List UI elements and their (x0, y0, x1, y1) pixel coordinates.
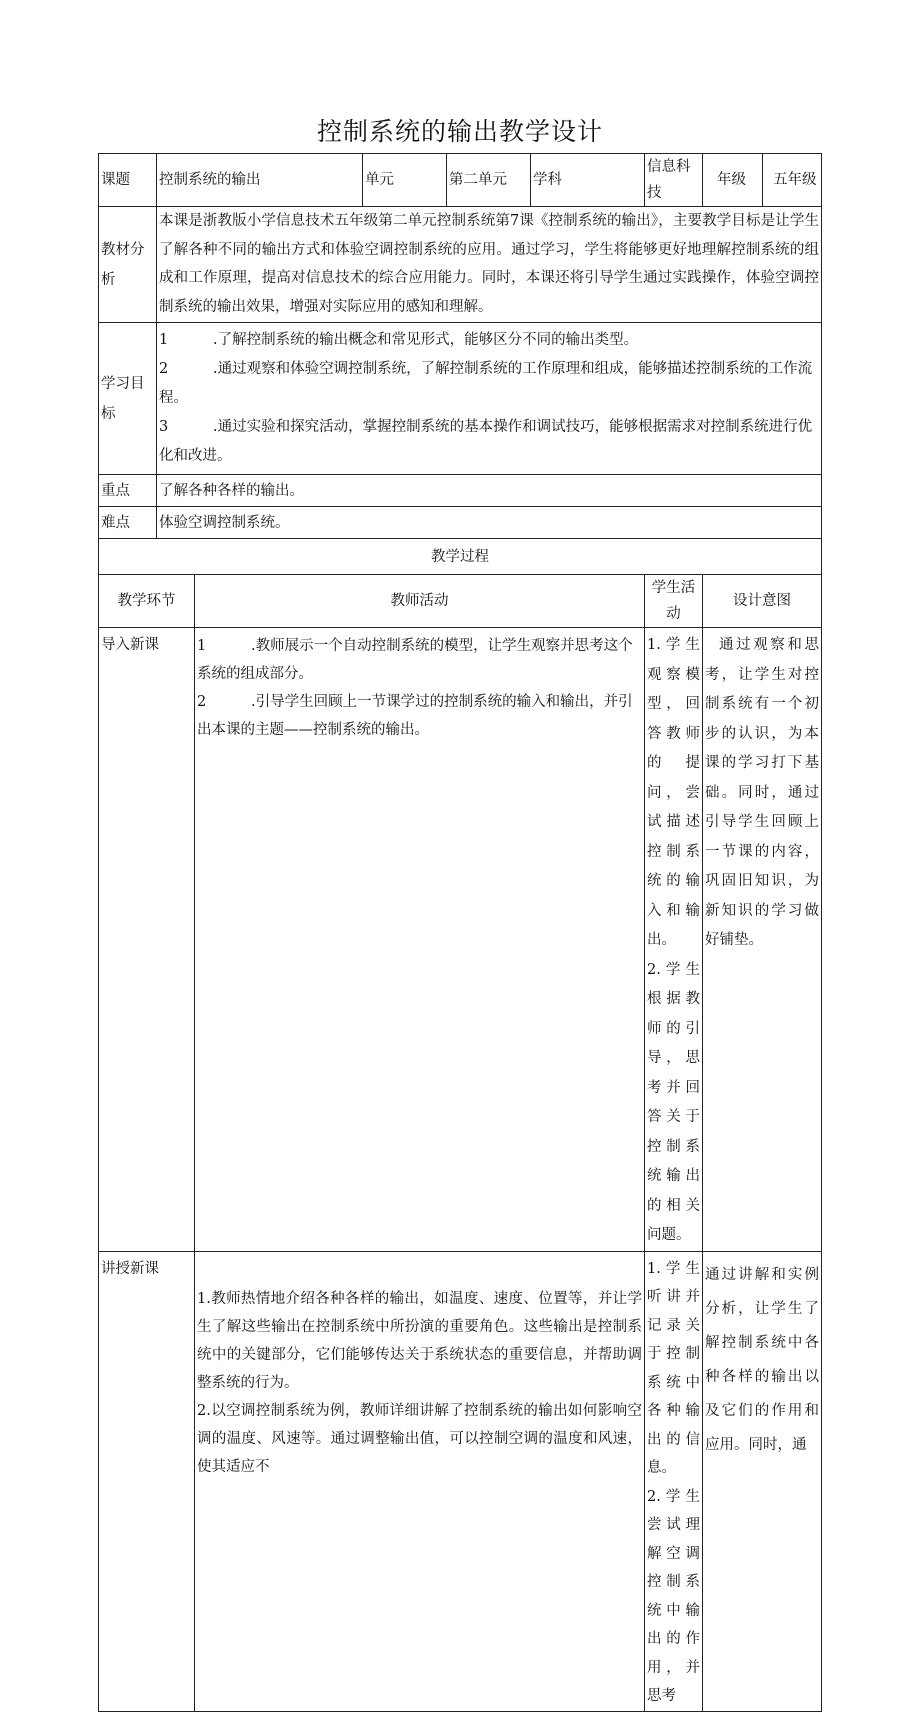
teacher-activity-cell: 1.教师热情地介绍各种各样的输出，如温度、速度、位置等，并让学生了解这些输出在控制系统中所扮演的重要角色。这些输出是控制系统中的关键部分，它们能够传达关于系统状态的重要信息，并帮助调整系统的行为。 2.以空调控制系统为例，教师详细讲解了控制系统的输出如何影响空调的温度、风速等。通过调整输出值，可以控制空调的温度和风速，使其适应不 (195, 1251, 645, 1711)
process-heading: 教学过程 (99, 539, 822, 575)
objective-item (159, 413, 819, 471)
stage-cell: 讲授新课 (99, 1251, 195, 1711)
objective-number: 1 (159, 332, 169, 348)
teacher-step-number: 1 (197, 638, 207, 654)
objective-item (159, 355, 819, 413)
key-point-text: 了解各种各样的输出。 (157, 475, 822, 507)
objectives-label: 学习目标 (99, 323, 157, 475)
student-activity-cell: 1.学生听讲并记录关于控制系统中各种输出的信息。 2.学生尝试理解空调控制系统中输出的作用，并思考 (645, 1251, 703, 1711)
objective-text: .了解控制系统的输出概念和常见形式，能够区分不同的输出类型。 (213, 332, 639, 348)
col-stage-header: 教学环节 (99, 575, 195, 628)
teacher-step-text: .教师展示一个自动控制系统的模型，让学生观察并思考这个系统的组成部分。 (197, 638, 633, 682)
difficulty-text: 体验空调控制系统。 (157, 507, 822, 539)
analysis-row (99, 207, 822, 323)
process-row-new (99, 1251, 822, 1711)
student-activity-cell: 1.学生观察模型，回答教师的提问，尝试描述控制系统的输入和输出。 2.学生根据教师的引导，思考并回答关于控制系统输出的相关问题。 (645, 628, 703, 1252)
topic-value: 控制系统的输出 (157, 154, 363, 207)
process-columns-row (99, 575, 822, 628)
objectives-list (157, 323, 822, 475)
lesson-plan-table (98, 153, 822, 1712)
subject-label: 学科 (531, 154, 645, 207)
difficulty-row (99, 507, 822, 539)
teacher-activity-cell (195, 628, 645, 1252)
subject-value: 信息科技 (645, 154, 703, 207)
analysis-text: 本课是浙教版小学信息技术五年级第二单元控制系统第7课《控制系统的输出》，主要教学目标是让学生了解各种不同的输出方式和体验空调控制系统的应用。通过学习，学生将能够更好地理解控制系统的组成和工作原理，提高对信息技术的综合应用能力。同时，本课还将引导学生通过实践操作，体验空调控制系统的输出效果，增强对实际应用的感知和理解。 (157, 207, 822, 323)
process-row-intro (99, 628, 822, 1252)
topic-label: 课题 (99, 154, 157, 207)
teacher-step-text: .引导学生回顾上一节课学过的控制系统的输入和输出，并引出本课的主题——控制系统的输出。 (197, 694, 633, 738)
difficulty-label: 难点 (99, 507, 157, 539)
objectives-row (99, 323, 822, 475)
objective-text: .通过观察和体验空调控制系统，了解控制系统的工作原理和组成，能够描述控制系统的工作流程。 (159, 361, 813, 406)
header-row (99, 154, 822, 207)
grade-label: 年级 (703, 154, 763, 207)
page-title: 控制系统的输出教学设计 (316, 117, 603, 146)
col-intent-header: 设计意图 (703, 575, 822, 628)
grade-value: 五年级 (763, 154, 822, 207)
objective-text: .通过实验和探究活动，掌握控制系统的基本操作和调试技巧，能够根据需求对控制系统进行优化和改进。 (159, 419, 813, 464)
key-point-row (99, 475, 822, 507)
col-student-header: 学生活动 (645, 575, 703, 628)
design-intent-cell: 通过讲解和实例分析，让学生了解控制系统中各种各样的输出以及它们的作用和应用。同时，通 (703, 1251, 822, 1711)
teacher-step-number: 2 (197, 694, 207, 710)
analysis-label: 教材分析 (99, 207, 157, 323)
stage-cell: 导入新课 (99, 628, 195, 1252)
unit-value: 第二单元 (447, 154, 531, 207)
process-heading-row (99, 539, 822, 575)
teacher-step (197, 632, 642, 688)
objective-number: 2 (159, 361, 169, 377)
objective-number: 3 (159, 419, 169, 435)
key-point-label: 重点 (99, 475, 157, 507)
objective-item (159, 326, 819, 355)
design-intent-cell: 通过观察和思考，让学生对控制系统有一个初步的认识，为本课的学习打下基础。同时，通过引导学生回顾上一节课的内容，巩固旧知识，为新知识的学习做好铺垫。 (703, 628, 822, 1252)
unit-label: 单元 (363, 154, 447, 207)
teacher-step (197, 688, 642, 744)
col-teacher-header: 教师活动 (195, 575, 645, 628)
